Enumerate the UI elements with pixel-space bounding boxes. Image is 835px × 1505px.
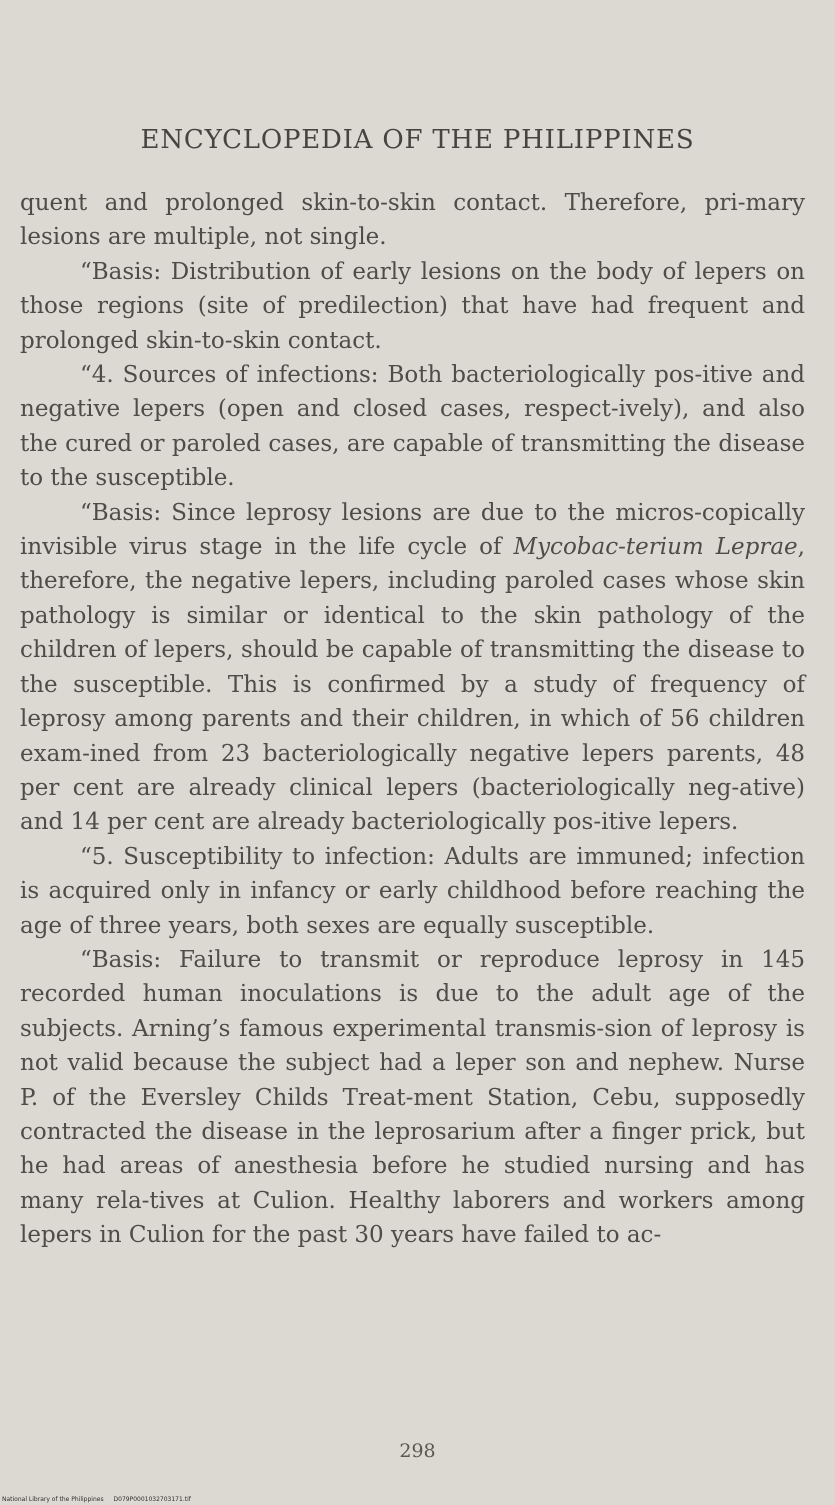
scan-id: D079P0001032703171.tif <box>113 1496 191 1503</box>
italic-term: Mycobac-terium Leprae <box>513 534 798 561</box>
paragraph-text: “5. Susceptibility to infection: Adults are immuned; infection is acquired only in infancy or early childhood before reaching the age of three years, both sexes are equally susceptible. <box>20 843 805 939</box>
body-text <box>20 186 805 1253</box>
paragraph-continuation <box>20 186 805 255</box>
paragraph-text: “Basis: Since leprosy lesions are due to the micros-copically invisible virus stage in the life cycle of <box>20 499 805 561</box>
paragraph <box>20 943 805 1253</box>
paragraph-text: “Basis: Distribution of early lesions on the body of lepers on those regions (site of predilection) that have had frequent and prolonged skin-to-skin contact. <box>20 258 805 354</box>
paragraph-text: , therefore, the negative lepers, including paroled cases whose skin pathology is similar or identical to the skin pathology of the children of lepers, should be capable of transmitting the disease to the susceptible. This is confirmed by a study of frequency of leprosy among parents and their children, in which of 56 children exam-ined from 23 bacteriologically negative lepers parents, 48 per cent are already clinical lepers (bacteriologically neg-ative) and 14 per cent are already bacteriologically pos-itive lepers. <box>20 534 805 836</box>
library-credit: National Library of the Philippines <box>2 1496 104 1503</box>
page-number: 298 <box>399 1440 436 1462</box>
paragraph <box>20 496 805 840</box>
paragraph <box>20 255 805 358</box>
paragraph-text: quent and prolonged skin-to-skin contact. Therefore, pri-mary lesions are multiple, not single. <box>20 190 805 251</box>
paragraph <box>20 840 805 943</box>
paragraph-text: “4. Sources of infections: Both bacteriologically pos-itive and negative lepers (open and closed cases, respect-ively), and also the cured or paroled cases, are capable of transmitting the disease to the susceptible. <box>20 362 805 492</box>
running-title: ENCYCLOPEDIA OF THE PHILIPPINES <box>140 125 695 155</box>
paragraph-text: “Basis: Failure to transmit or reproduce leprosy in 145 recorded human inoculations is due to the adult age of the subjects. Arning’s famous experimental transmis-sion of leprosy is not valid because the subject had a leper son and nephew. Nurse P. of the Eversley Childs Treat-ment Station, Cebu, supposedly contracted the disease in the leprosarium after a finger prick, but he had areas of anesthesia before he studied nursing and has many rela-tives at Culion. Healthy laborers and workers among lepers in Culion for the past 30 years have failed to ac- <box>20 946 805 1249</box>
paragraph <box>20 358 805 496</box>
scan-footer <box>2 1496 199 1503</box>
